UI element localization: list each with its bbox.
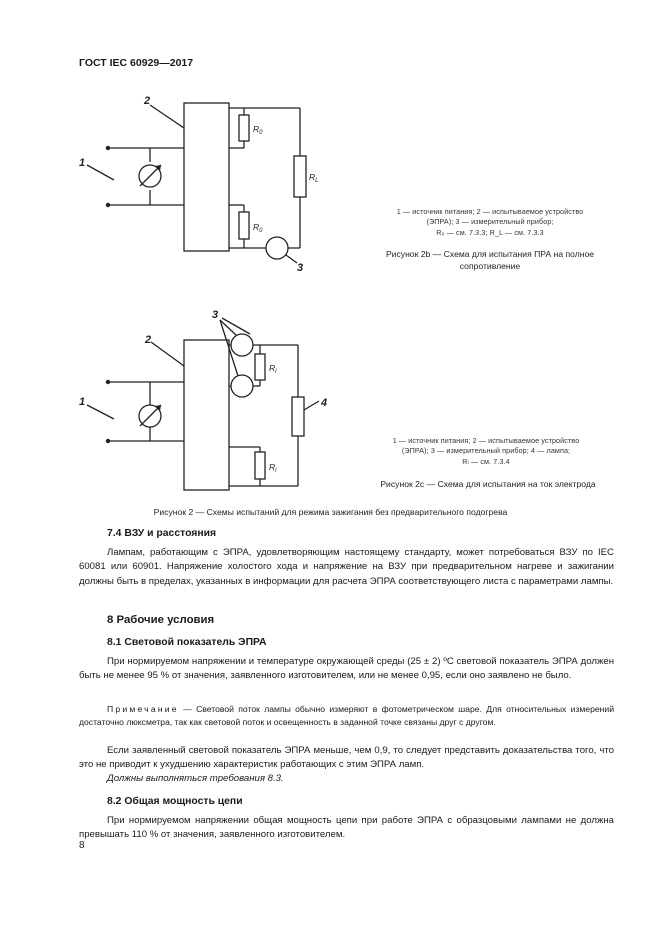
section-8-1-paragraph-2: Если заявленный световой показатель ЭПРА меньше, чем 0,9, то следует представить доказательства того, что это не приводит к ухудшению характеристик работающих с этим ЭПРА ламп. [79, 745, 614, 771]
note-label: Примечание [107, 704, 179, 714]
section-8-1-paragraph-3: Должны выполняться требования 8.3. [107, 773, 284, 784]
figure-2b-circuit [60, 85, 330, 280]
resistor-r0-bottom [239, 212, 249, 239]
label-1: 1 [79, 157, 86, 169]
section-8-title: 8 Рабочие условия [107, 614, 215, 626]
meter-symbol [266, 237, 288, 259]
resistor-r0-top [239, 115, 249, 141]
device-block-2 [184, 340, 229, 490]
caption-line: сопротивление [459, 260, 521, 271]
page-number: 8 [79, 840, 85, 851]
document-header: ГОСТ IEC 60929—2017 [79, 57, 194, 69]
label-rl-top: $R_l$ [269, 363, 277, 375]
meter-symbol-a [231, 334, 253, 356]
resistor-rl-bottom [255, 452, 265, 479]
device-block-2 [184, 103, 229, 251]
label-rl: $R_L$ [309, 172, 319, 184]
label-4: 4 [321, 397, 328, 409]
legend-line: 1 — источник питания; 2 — испытываемое устройство [396, 207, 584, 216]
label-2: 2 [144, 95, 151, 107]
figure-2b-caption [362, 249, 618, 272]
label-2: 2 [145, 334, 152, 346]
figure-2-caption: Рисунок 2 — Схемы испытаний для режима зажигания без предварительного подогрева [153, 507, 508, 517]
section-8-1-note [79, 703, 614, 728]
section-8-2-paragraph: При нормируемом напряжении общая мощность цепи при работе ЭПРА с образцовыми лампами не должна превышать 110 % от значения, заявленного изготовителем. [79, 815, 614, 841]
legend-line: 1 — источник питания; 2 — испытываемое устройство [392, 436, 580, 445]
label-1: 1 [79, 396, 86, 408]
note-text: — Световой поток лампы обычно измеряют в фотометрическом шаре. Для относительных измерений достаточно люксметра, так как световой поток и освещенность в заданной точке связаны друг с другом. [79, 704, 614, 727]
section-8-2-title: 8.2 Общая мощность цепи [107, 796, 243, 807]
label-r0-top: $R_0$ [253, 124, 263, 136]
figure-2c-caption: Рисунок 2с — Схема для испытания на ток электрода [380, 479, 596, 489]
figure-2c-legend [366, 436, 606, 467]
caption-line: Рисунок 2b — Схема для испытания ПРА на полное [385, 249, 595, 259]
legend-line: R₀ — см. 7.3.3; R_L — см. 7.3.3 [436, 227, 544, 237]
meter-symbol-b [231, 375, 253, 397]
figure-2b-legend [370, 207, 610, 238]
label-rl-bottom: $R_l$ [269, 462, 277, 474]
legend-line: (ЭПРА); 3 — измерительный прибор; 4 — лампа; [401, 446, 571, 456]
legend-line: (ЭПРА); 3 — измерительный прибор; [426, 217, 554, 227]
section-7-4-title: 7.4 ВЗУ и расстояния [107, 528, 217, 539]
legend-line: Rₗ — см. 7.3.4 [462, 456, 510, 466]
resistor-rl [294, 156, 306, 197]
label-3: 3 [297, 262, 304, 274]
label-3: 3 [212, 309, 219, 321]
figure-2c-circuit [60, 300, 350, 500]
section-8-1-paragraph-1: При нормируемом напряжении и температуре окружающей среды (25 ± 2) ºС световой показатель ЭПРА должен быть не менее 95 % от значения, заявленного изготовителем, или не менее 0,95, если оно заявлено не было. [79, 656, 614, 682]
lamp-symbol [292, 397, 304, 436]
section-7-4-paragraph: Лампам, работающим с ЭПРА, удовлетворяющим настоящему стандарту, может потребоваться ВЗУ по IEC 60081 или 60901. Напряжение холостого хода и напряжение на ВЗУ при предварительном нагреве и зажигании должны быть в пределах, указанных в информации для расчета ЭПРА соответствующего листа с параметрами лампы. [79, 547, 614, 587]
resistor-rl-top [255, 354, 265, 380]
section-8-1-title: 8.1 Световой показатель ЭПРА [107, 637, 267, 648]
label-r0-bottom: $R_0$ [253, 222, 263, 234]
